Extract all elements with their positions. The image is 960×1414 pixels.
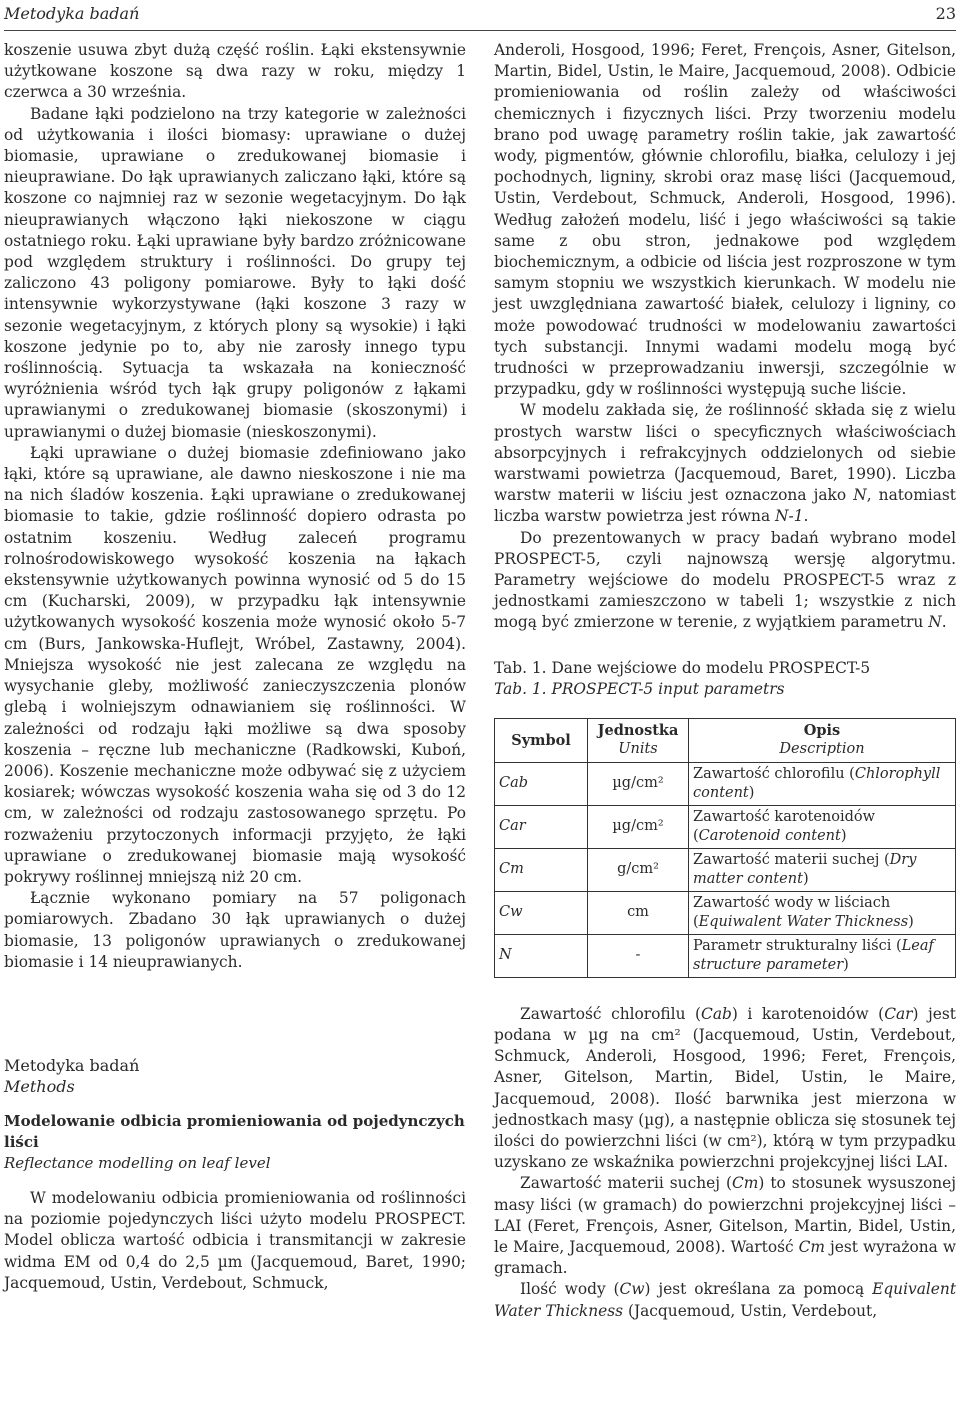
paragraph: Ilość wody (Cw) jest określana za pomocą Equivalent Water Thickness (Jacquemoud, Ustin, Verdebout, <box>494 1280 956 1320</box>
table-row <box>495 805 956 848</box>
table-caption-english: Tab. 1. PROSPECT-5 input parametrs <box>494 679 785 698</box>
table-header-row <box>495 718 956 762</box>
table-row <box>495 762 956 805</box>
header-description: Opis Description <box>689 718 956 762</box>
header-symbol: Symbol <box>495 718 588 762</box>
cell-unit: - <box>588 934 689 977</box>
table-row <box>495 891 956 934</box>
cell-unit: g/cm² <box>588 848 689 891</box>
paragraph: Łącznie wykonano pomiary na 57 poligonach pomiarowych. Zbadano 30 łąk uprawianych o dużej biomasie, 13 poligonów uprawianych o zredukowanej biomasie i 14 nieuprawianych. <box>4 889 466 971</box>
paragraph: W modelu zakłada się, że roślinność składa się z wielu prostych warstw liści o specyficznych właściwościach absorpcyjnych i refrakcyjnych oddzielonych od siebie warstwami powietrza (Jacquemoud, Baret, 1990). Liczba warstw materii w liściu jest oznaczona jako N, natomiast liczba warstw powietrza jest równa N-1. <box>494 401 956 526</box>
running-title: Metodyka badań <box>4 4 140 23</box>
cell-symbol: Car <box>495 805 588 848</box>
cell-symbol: N <box>495 934 588 977</box>
page-number: 23 <box>935 4 956 23</box>
paragraph: Zawartość materii suchej (Cm) to stosunek wysuszonej masy liści (w gramach) do powierzchni projekcyjnej liści – LAI (Feret, Frençois, Asner, Gitelson, Martin, Bidel, Ustin, le Maire, Jacquemoud, 2008). Wartość Cm jest wyrażona w gramach. <box>494 1174 956 1278</box>
paragraph: Zawartość chlorofilu (Cab) i karotenoidów (Car) jest podana w µg na cm² (Jacquemoud, Ustin, Verdebout, Schmuck, Anderoli, Hosgood, 1996; Feret, Frençois, Asner, Gitelson, Martin, Bidel, Ustin, le Maire, Jacquemoud, 2008). Ilość barwnika jest mierzona w jednostkach masy (µg), a następnie oblicza się stosunek tej ilości do powierzchni liści (w cm²), którą w tym przypadku uzyskano ze wskaźnika powierzchni projekcyjnej liści LAI. <box>494 1004 956 1172</box>
cell-unit: µg/cm² <box>588 762 689 805</box>
paragraph: Anderoli, Hosgood, 1996; Feret, Frençois, Asner, Gitelson, Martin, Bidel, Ustin, le Maire, Jacquemoud, 2008). Odbicie promieniowania od roślin zależy od właściwości chemicznych i fizycznych liści. Przy tworzeniu modelu brano pod uwagę parametry roślin takie, jak zawartość wody, pigmentów, głównie chlorofilu, białka, celulozy i jej pochodnych, ligniny, skrobi oraz masę liści (Jacquemoud, Ustin, Verdebout, Schmuck, Anderoli, Hosgood, 1996). Według założeń modelu, liść i jego właściwości są takie same z obu stron, jednakowe pod względem biochemicznym, a odbicie od liścia jest rozproszone w tym samym stopniu we wszystkich kierunkach. W modelu nie jest uwzględniana zawartość białek, celulozy i ligniny, co może powodować trudności w modelowaniu zawartości tych substancji. Innymi wadami modelu mogą być trudności w przeprowadzaniu inwersji, szczególnie w przypadku, gdy w roślinności występują suche liście. <box>494 41 956 399</box>
paragraph: W modelowaniu odbicia promieniowania od roślinności na poziomie pojedynczych liści użyto modelu PROSPECT. Model oblicza wartość odbicia i transmitancji w zakresie widma EM od 0,4 do 2,5 µm (Jacquemoud, Baret, 1990; Jacquemoud, Ustin, Verdebout, Schmuck, <box>4 1188 466 1292</box>
section-spacer <box>4 973 466 1055</box>
cell-description: Zawartość wody w liściach (Equiwalent Water Thickness) <box>689 891 956 934</box>
paragraph: Badane łąki podzielono na trzy kategorie w zależności od użytkowania i ilości biomasy: uprawiane o dużej biomasie, uprawiane o zredukowanej biomasie i nieuprawiane. Do łąk uprawianych zaliczano łąki, które są koszone co najmniej raz w sezonie wegetacyjnym. Do łąk nieuprawianych włączono łąki niekoszone w ciągu ostatniego roku. Łąki uprawiane były bardzo zróżnicowane pod względem struktury i roślinności. Do grupy tej zaliczono 43 poligony pomiarowe. Były to łąki dość intensywnie wykorzystywane (łąki koszone 3 razy w sezonie wegetacyjnym, z których plony są wysokie) i łąki koszone jedynie po to, aby nie zarosły innego typu roślinnością. Sytuacja ta wskazała na konieczność wyróżnienia wśród tych łąk grupy poligonów z łąkami uprawianymi o zredukowanej biomasie (skoszonymi) i uprawianymi o dużej biomasie (nieskoszonymi). <box>4 104 466 441</box>
cell-unit: µg/cm² <box>588 805 689 848</box>
cell-symbol: Cab <box>495 762 588 805</box>
header-unit: Jednostka Units <box>588 718 689 762</box>
right-column <box>494 40 956 1322</box>
table-row <box>495 934 956 977</box>
spacer <box>494 634 956 658</box>
table-row <box>495 848 956 891</box>
paragraph: Do prezentowanych w pracy badań wybrano model PROSPECT-5, czyli najnowszą wersję algorytmu. Parametry wejściowe do modelu PROSPECT-5 wraz z jednostkami zamieszczono w tabeli 1; wszystkie z nich mogą być zmierzone w terenie, z wyjątkiem parametru N. <box>494 528 956 632</box>
parameters-table <box>494 718 956 978</box>
cell-description: Zawartość chlorofilu (Chlorophyll content) <box>689 762 956 805</box>
cell-symbol: Cm <box>495 848 588 891</box>
cell-unit: cm <box>588 891 689 934</box>
header-rule <box>4 30 956 31</box>
paragraph: koszenie usuwa zbyt dużą część roślin. Łąki ekstensywnie użytkowane koszone są dwa razy w roku, między 1 czerwca a 30 września. <box>4 41 466 102</box>
paragraph: Łąki uprawiane o dużej biomasie zdefiniowano jako łąki, które są uprawiane, ale dawno nieskoszone i nie ma na nich śladów koszenia. Łąki uprawiane o zredukowanej biomasie to takie, gdzie roślinność dopiero odrasta po ostatnim koszeniu. Według zaleceń programu rolnośrodowiskowego wysokość koszenia na łąkach ekstensywnie użytkowanych powinna wynosić od 5 do 15 cm (Kucharski, 2009), w przypadku łąk intensywnie użytkowanych wysokość koszenia może wynosić około 5-7 cm (Burs, Jankowska-Huflejt, Wróbel, Zastawny, 2004). Mniejsza wysokość nie jest zalecana ze względu na wysychanie gleby, możliwość zanieczyszczenia plonów glebą i wolniejszym odnawianiem się roślinności. W zależności od rodzaju łąki możliwe są dwa sposoby koszenia – ręczne lub mechaniczne (Radkowski, Kuboń, 2006). Koszenie mechaniczne może odbywać się z użyciem kosiarek; wówczas wysokość koszenia waha się od 3 do 12 cm, w zależności od rodzaju zastosowanego sprzętu. Po rozważeniu przytoczonych informacji przyjęto, że łąki uprawiane o zredukowanej biomasie mają wysokość pokrywy roślinnej mniejszą niż 20 cm. <box>4 443 466 886</box>
left-column <box>4 40 466 1294</box>
cell-description: Zawartość materii suchej (Dry matter content) <box>689 848 956 891</box>
cell-description: Zawartość karotenoidów (Carotenoid content) <box>689 805 956 848</box>
cell-symbol: Cw <box>495 891 588 934</box>
table-caption: Tab. 1. Dane wejściowe do modelu PROSPECT-5 <box>494 658 871 677</box>
section-title-english: Methods <box>4 1076 75 1096</box>
cell-description: Parametr strukturalny liści (Leaf structure parameter) <box>689 934 956 977</box>
subsection-title-english: Reflectance modelling on leaf level <box>4 1153 271 1172</box>
subsection-title: Modelowanie odbicia promieniowania od pojedynczych liści <box>4 1111 465 1151</box>
section-title: Metodyka badań <box>4 1055 140 1075</box>
